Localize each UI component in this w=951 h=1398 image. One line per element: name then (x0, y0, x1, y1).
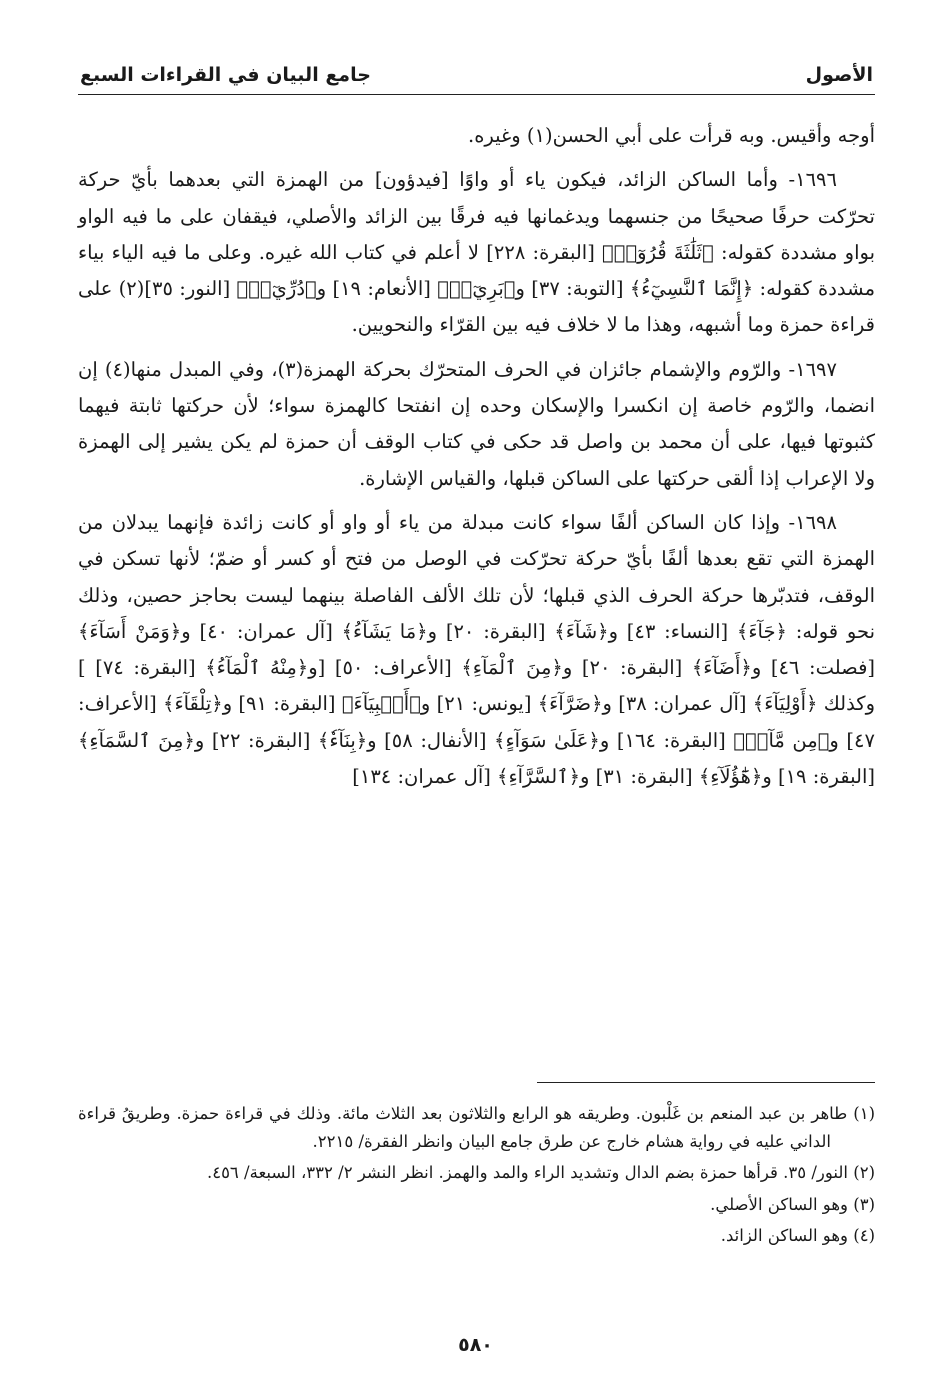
page-number: ٥٨٠ (458, 1334, 493, 1356)
paragraph-1698: ١٦٩٨- وإذا كان الساكن ألفًا سواء كانت مبدلة من ياء أو واو أو كانت زائدة فإنهما يبدلان من الهمزة التي تقع بعدها ألفًا بأيّ حركة تحرّكت في الوصل من فتح أو كسر أو ضمّ؛ لأنها تسكن في الوقف، فتدبّرها حركة الحرف الذي قبلها؛ لأن تلك الألف الفاصلة بينهما ليست بحاجز حصين، وذلك نحو قوله: ﴿جَآءَ﴾ [النساء: ٤٣] و﴿شَآءَ﴾ [البقرة: ٢٠] و﴿مَا يَشَآءُ﴾ [آل عمران: ٤٠] و﴿وَمَنْ أَسَآءَ﴾ [فصلت: ٤٦] و﴿أَضَآءَ﴾ [البقرة: ٢٠] و﴿مِنَ ٱلْمَآءِ﴾ [الأعراف: ٥٠] [و﴿مِنْهُ ٱلْمَآءُ﴾ [البقرة: ٧٤] ] وكذلك ﴿أَوْلِيَآءَ﴾ [آل عمران: ٣٨] و﴿ضَرَّآءَ﴾ [يونس: ٢١] و﴿أَنۢبِيَآءَ﴾ [البقرة: ٩١] و﴿تِلْقَآءَ﴾ [الأعراف: ٤٧] و﴿مِن مَّآءٖ﴾ [البقرة: ١٦٤] و﴿عَلَىٰ سَوَآءٍ﴾ [الأنفال: ٥٨] و﴿بِنَآءٗ﴾ [البقرة: ٢٢] و﴿مِنَ ٱلسَّمَآءِ﴾ [البقرة: ١٩] و﴿هَٰٓؤُلَآءِ﴾ [البقرة: ٣١] و﴿ٱلسَّرَّآءِ﴾ [آل عمران: ١٣٤] (78, 510, 876, 789)
footnote-2: (٢) النور/ ٣٥. قرأها حمزة بضم الدال وتشديد الراء والمد والهمز. انظر النشر ٢/ ٣٣٢، السبعة/ ٤٥٦. (206, 1163, 875, 1182)
running-header (78, 58, 875, 95)
main-text (78, 118, 875, 803)
paragraph-1696: ١٦٩٦- وأما الساكن الزائد، فيكون ياء أو واوًا [فيدؤون] من الهمزة التي بعدهما بأيّ حركة تحرّكت حرفًا صحيحًا من جنسهما ويدغمانها فيه فرقًا بين الزائد والأصلي، فيقفان على ما فيه الواو بواو مشددة كقوله: ﴿ثَلَٰثَةَ قُرُوٓءٖ﴾ [البقرة: ٢٢٨] لا أعلم في كتاب الله غيره. وعلى ما فيه الياء بياء مشددة كقوله: ﴿إِنَّمَا ٱلنَّسِيٓءُ﴾ [التوبة: ٣٧] و﴿بَرِيٓءٞ﴾ [الأنعام: ١٩] و﴿دُرِّيٓءٞ﴾ [النور: ٣٥](٢) على قراءة حمزة وما أشبهه، وهذا ما لا خلاف فيه بين القرّاء والنحويين. (78, 168, 876, 337)
footnote-4: (٤) وهو الساكن الزائد. (720, 1226, 875, 1245)
footnote-1: (١) طاهر بن عبد المنعم بن غَلْبون. وطريقه هو الرابع والثلاثون بعد الثلاث مائة. وذلك في قراءة حمزة. وطريقُ قراءة الداني عليه في رواية هشام خارج عن طرق جامع البيان وانظر الفقرة/ ٢٢١٥. (78, 1104, 875, 1151)
paragraph-continuation: أوجه وأقيس. وبه قرأت على أبي الحسن(١) وغيره. (468, 124, 875, 147)
book-title: جامع البيان في القراءات السبع (80, 64, 371, 86)
paragraph-1697: ١٦٩٧- والرّوم والإشمام جائزان في الحرف المتحرّك بحركة الهمزة(٣)، وفي المبدل منها(٤) إن انضما، والرّوم خاصة إن انكسرا والإسكان وحده إن انفتحا كالهمزة سواء؛ لأن حركتها ثابتة فيهما كثبوتها فيها، على أن محمد بن واصل قد حكى في كتاب الوقف أن حمزة لم يكن يشير إلى الهمزة ولا الإعراب إذا ألقى حركتها على الساكن قبلها، والقياس الإشارة. (78, 357, 875, 490)
section-title: الأصول (805, 64, 873, 86)
footnote-divider (537, 1082, 875, 1083)
footnotes (78, 1100, 875, 1254)
footnote-3: (٣) وهو الساكن الأصلي. (710, 1194, 875, 1214)
